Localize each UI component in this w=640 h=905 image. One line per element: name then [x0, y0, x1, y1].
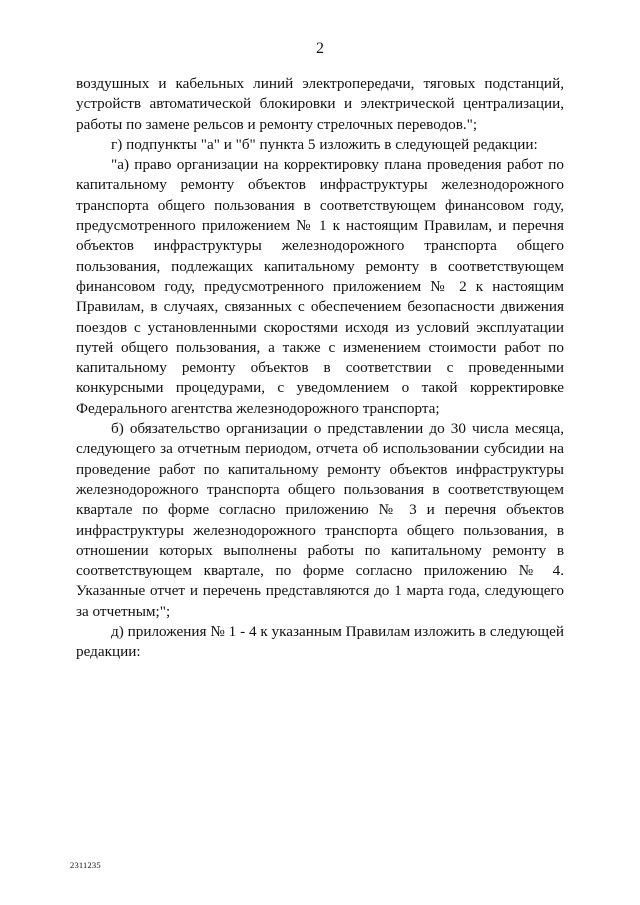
document-body [76, 74, 564, 663]
paragraph-continuation: воздушных и кабельных линий электропередачи, тяговых подстанций, устройств автоматической блокировки и электрической централизации, работы по замене рельсов и ремонту стрелочных переводов."; [76, 75, 564, 133]
paragraph-subitem-g: г) подпункты "а" и "б" пункта 5 изложить в следующей редакции: [111, 135, 538, 153]
document-code: 2311235 [70, 860, 101, 870]
paragraph-subitem-d: д) приложения № 1 - 4 к указанным Правилам изложить в следующей редакции: [76, 623, 564, 661]
page-number: 2 [316, 40, 324, 57]
paragraph-subitem-b: б) обязательство организации о представлении до 30 числа месяца, следующего за отчетным периодом, отчета об использовании субсидии на проведение работ по капитальному ремонту объектов инфраструктуры железнодорожного транспорта общего пользования в соответствующем квартале по форме согласно приложению № 3 и перечня объектов инфраструктуры железнодорожного транспорта общего пользования, в отношении которых выполнены работы по капитальному ремонту в соответствующем квартале, по форме согласно приложению № 4. Указанные отчет и перечень представляются до 1 марта года, следующего за отчетным;"; [76, 420, 564, 620]
paragraph-subitem-a: "а) право организации на корректировку плана проведения работ по капитальному ремонту объектов инфраструктуры железнодорожного транспорта общего пользования в соответствующем финансовом году, предусмотренного приложением № 1 к настоящим Правилам, и перечня объектов инфраструктуры железнодорожного транспорта общего пользования, подлежащих капитальному ремонту в соответствующем финансовом году, предусмотренного приложением № 2 к настоящим Правилам, в случаях, связанных с обеспечением безопасности движения поездов с установленными скоростями исходя из условий эксплуатации путей общего пользования, а также с изменением стоимости работ по капитальному ремонту объектов в соответствии с проведенными конкурсными процедурами, с уведомлением о такой корректировке Федерального агентства железнодорожного транспорта; [76, 156, 564, 417]
